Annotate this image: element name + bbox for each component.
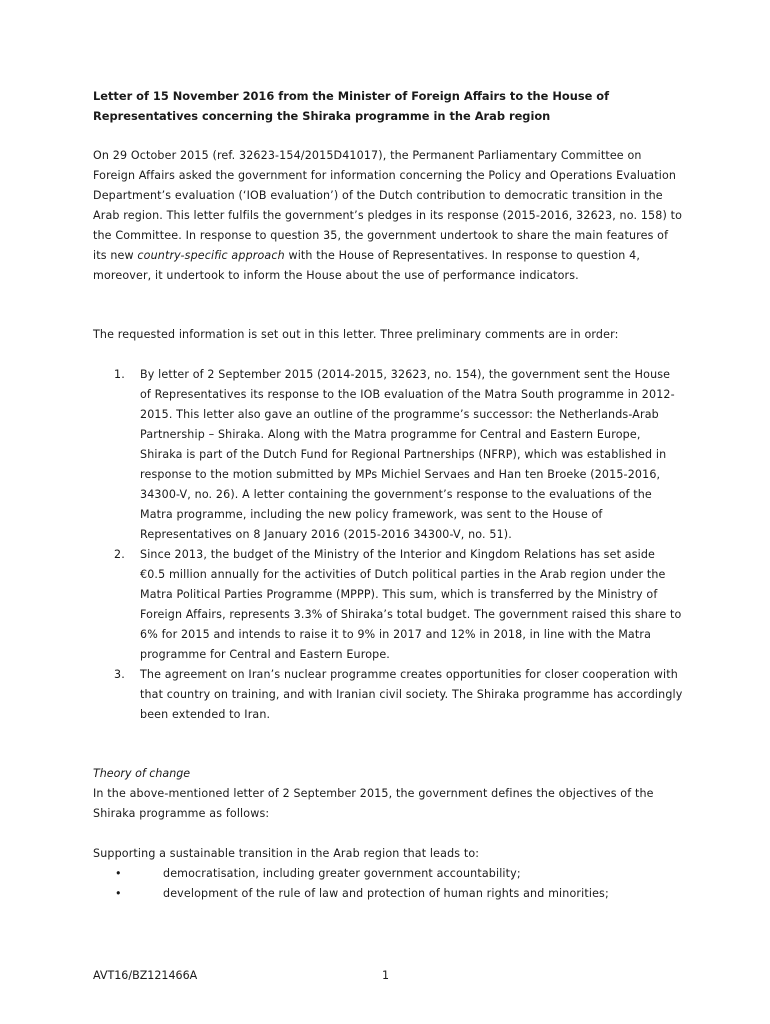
list-item-number: 3. [114, 668, 125, 681]
intro-text-part-1: On 29 October 2015 (ref. 32623-154/2015D41017), the Permanent Parliamentary Committee on Foreign Affairs asked the government for information concerning the Policy and Operations Evaluation Department’s evaluation (‘IOB evaluation’) of the Dutch contribution to democratic transition in the Arab region. This letter fulfils the government’s pledges in its response (2015-2016, 32623, no. 158) to the Committee. In response to question 35, the government undertook to share the main features of its new [93, 149, 683, 262]
bullet-item [93, 864, 683, 884]
letter-title-line-1: Letter of 15 November 2016 from the Minister of Foreign Affairs to the House of [93, 89, 610, 103]
footer-reference: AVT16/BZ121466A [93, 969, 198, 982]
bullet-item [93, 884, 683, 904]
intro-paragraph [93, 146, 683, 286]
objectives-bullet-list [93, 864, 683, 904]
list-item [93, 545, 683, 665]
footer-page-number: 1 [382, 969, 390, 982]
bullet-icon: • [115, 887, 122, 900]
bullet-icon: • [115, 867, 122, 880]
letter-title-line-2: Representatives concerning the Shiraka programme in the Arab region [93, 109, 551, 123]
bullet-item-text: democratisation, including greater government accountability; [163, 867, 521, 880]
letter-title [93, 86, 693, 126]
objectives-paragraph: In the above-mentioned letter of 2 September 2015, the government defines the objectives of the Shiraka programme as follows: [93, 787, 654, 820]
list-item [93, 665, 683, 725]
preliminary-comments-list [93, 365, 683, 725]
list-item-text: By letter of 2 September 2015 (2014-2015, 32623, no. 154), the government sent the House of Representatives its response to the IOB evaluation of the Matra South programme in 2012-2015. This letter also gave an outline of the programme’s successor: the Netherlands-Arab Partnership – Shiraka. Along with the Matra programme for Central and Eastern Europe, Shiraka is part of the Dutch Fund for Regional Partnerships (NFRP), which was established in response to the motion submitted by MPs Michiel Servaes and Han ten Broeke (2015-2016, 34300-V, no. 26). A letter containing the government’s response to the evaluations of the Matra programme, including the new policy framework, was sent to the House of Representatives on 8 January 2016 (2015-2016 34300-V, no. 51). [140, 368, 675, 541]
bullet-item-text: development of the rule of law and protection of human rights and minorities; [163, 887, 609, 900]
list-item [93, 365, 683, 545]
preliminary-comments-paragraph: The requested information is set out in this letter. Three preliminary comments are in order: [93, 328, 619, 341]
list-item-text: The agreement on Iran’s nuclear programme creates opportunities for closer cooperation with that country on training, and with Iranian civil society. The Shiraka programme has accordingly been extended to Iran. [140, 668, 683, 721]
transition-paragraph: Supporting a sustainable transition in the Arab region that leads to: [93, 847, 480, 860]
theory-of-change-heading: Theory of change [93, 767, 191, 780]
intro-text-part-2: with the House of Representatives. In response to question 4, moreover, it undertook to inform the House about the use of performance indicators. [93, 249, 641, 282]
list-item-number: 2. [114, 548, 125, 561]
list-item-text: Since 2013, the budget of the Ministry of the Interior and Kingdom Relations has set aside €0.5 million annually for the activities of Dutch political parties in the Arab region under the Matra Political Parties Programme (MPPP). This sum, which is transferred by the Ministry of Foreign Affairs, represents 3.3% of Shiraka’s total budget. The government raised this share to 6% for 2015 and intends to raise it to 9% in 2017 and 12% in 2018, in line with the Matra programme for Central and Eastern Europe. [140, 548, 682, 661]
list-item-number: 1. [114, 368, 125, 381]
country-specific-approach-emphasis: country-specific approach [137, 249, 285, 262]
